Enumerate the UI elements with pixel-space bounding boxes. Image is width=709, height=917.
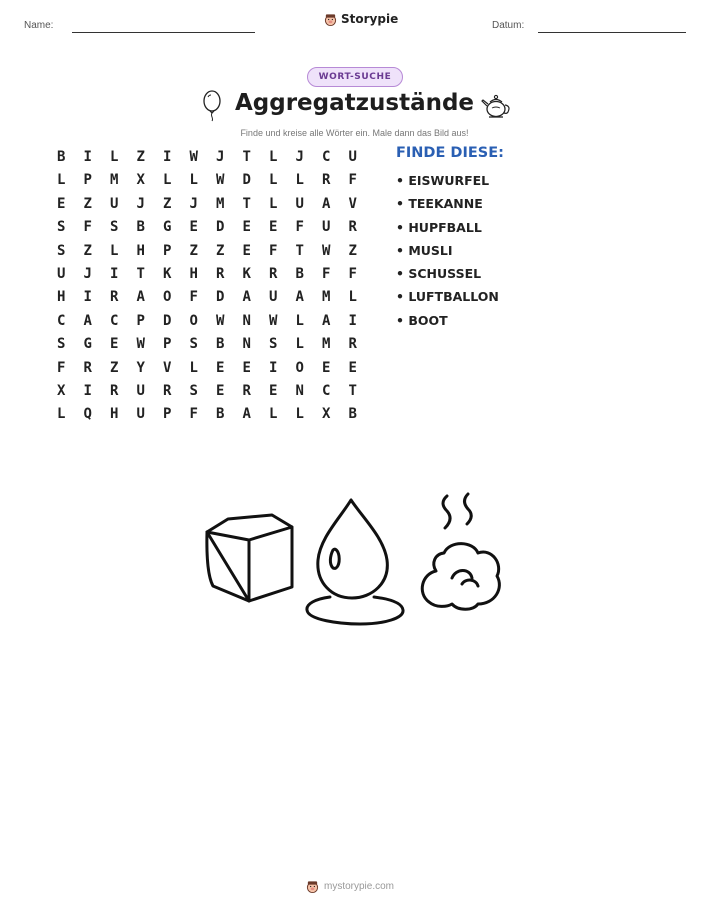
grid-letter: F — [322, 265, 331, 282]
grid-letter: M — [322, 289, 331, 306]
grid-letter: N — [295, 382, 304, 399]
grid-letter: J — [216, 149, 225, 165]
grid-letter: U — [295, 195, 304, 212]
grid-letter: Z — [189, 242, 198, 259]
grid-letter: D — [242, 172, 251, 189]
grid-letter: A — [295, 289, 304, 306]
grid-letter: F — [189, 289, 198, 306]
grid-letter: L — [269, 172, 278, 189]
grid-letter: L — [189, 359, 198, 376]
grid-letter: U — [348, 149, 357, 165]
grid-letter: T — [136, 265, 145, 282]
wort-suche-badge: WORT-SUCHE — [307, 67, 403, 87]
grid-letter: O — [295, 359, 304, 376]
grid-letter: R — [348, 336, 357, 353]
pig-icon — [324, 13, 337, 26]
grid-letter: B — [348, 406, 357, 423]
footer — [306, 880, 394, 893]
grid-letter: P — [163, 242, 172, 259]
grid-letter: O — [189, 312, 198, 329]
page-title: Aggregatzustände — [234, 90, 475, 116]
grid-letter: U — [269, 289, 278, 306]
grid-letter: P — [83, 172, 92, 189]
grid-letter: D — [163, 312, 172, 329]
brand-name: Storypie — [341, 12, 399, 26]
grid-letter: E — [269, 382, 278, 399]
grid-letter: A — [83, 312, 92, 329]
grid-letter: W — [216, 312, 225, 329]
grid-letter: W — [216, 172, 225, 189]
grid-letter: T — [295, 242, 304, 259]
grid-letter: C — [57, 312, 66, 329]
grid-letter: R — [163, 382, 172, 399]
grid-letter: B — [136, 219, 145, 236]
grid-letter: J — [189, 195, 198, 212]
grid-letter: N — [242, 312, 251, 329]
grid-letter: L — [269, 406, 278, 423]
grid-letter: J — [295, 149, 304, 165]
instructions: Finde und kreise alle Wörter ein. Male dann das Bild aus! — [240, 128, 469, 138]
grid-letter: J — [136, 195, 145, 212]
grid-letter: L — [110, 149, 119, 165]
word-list-item: • BOOT — [396, 312, 448, 328]
grid-letter: Z — [348, 242, 357, 259]
grid-letter: R — [269, 265, 278, 282]
grid-letter: P — [163, 336, 172, 353]
pig-icon — [306, 880, 319, 893]
footer-url: mystorypie.com — [324, 881, 395, 892]
word-search-grid — [48, 146, 368, 427]
grid-letter: T — [242, 149, 251, 165]
grid-letter: F — [189, 406, 198, 423]
grid-letter: D — [216, 219, 225, 236]
grid-letter: E — [216, 359, 225, 376]
grid-letter: I — [269, 359, 278, 376]
grid-letter: U — [322, 219, 331, 236]
grid-letter: U — [136, 406, 145, 423]
grid-letter: I — [83, 382, 92, 399]
grid-letter: L — [295, 312, 304, 329]
grid-letter: E — [348, 359, 357, 376]
grid-letter: D — [216, 289, 225, 306]
name-label: Name: — [24, 20, 54, 31]
grid-letter: X — [57, 382, 66, 399]
grid-letter: S — [189, 382, 198, 399]
word-list-item: • MUSLI — [396, 242, 453, 258]
grid-letter: I — [163, 149, 172, 165]
grid-letter: O — [163, 289, 172, 306]
grid-letter: A — [242, 406, 251, 423]
grid-letter: V — [348, 195, 357, 212]
word-list-item: • LUFTBALLON — [396, 289, 499, 305]
grid-letter: X — [136, 172, 145, 189]
grid-letter: A — [322, 195, 331, 212]
grid-letter: S — [110, 219, 119, 236]
grid-letter: Z — [216, 242, 225, 259]
grid-letter: Z — [163, 195, 172, 212]
grid-letter: Z — [83, 242, 92, 259]
steam-cloud-drawing — [422, 494, 499, 609]
grid-letter: W — [136, 336, 145, 353]
word-list-title: FINDE DIESE: — [396, 145, 504, 161]
grid-letter: E — [57, 195, 66, 212]
grid-letter: L — [295, 406, 304, 423]
grid-letter: H — [110, 406, 119, 423]
grid-letter: L — [110, 242, 119, 259]
grid-letter: Z — [83, 195, 92, 212]
grid-letter: L — [295, 336, 304, 353]
grid-letter: R — [110, 289, 119, 306]
grid-letter: S — [57, 219, 66, 236]
grid-letter: S — [57, 242, 66, 259]
grid-letter: T — [348, 382, 357, 399]
grid-letter: E — [242, 219, 251, 236]
grid-letter: Z — [136, 149, 145, 165]
grid-letter: I — [348, 312, 357, 329]
grid-letter: R — [242, 382, 251, 399]
grid-letter: G — [163, 219, 172, 236]
storypie-logo — [324, 12, 398, 26]
date-label: Datum: — [492, 20, 525, 31]
grid-letter: F — [295, 219, 304, 236]
grid-letter: R — [110, 382, 119, 399]
grid-letter: W — [189, 149, 198, 165]
grid-letter: U — [110, 195, 119, 212]
grid-letter: U — [136, 382, 145, 399]
grid-letter: I — [83, 289, 92, 306]
grid-letter: C — [322, 149, 331, 165]
grid-letter: A — [136, 289, 145, 306]
word-list-item: • EISWURFEL — [396, 173, 490, 188]
grid-letter: V — [163, 359, 172, 376]
grid-letter: E — [242, 242, 251, 259]
grid-letter: T — [242, 195, 251, 212]
grid-letter: L — [348, 289, 357, 306]
grid-letter: F — [348, 265, 357, 282]
ice-cube-drawing — [207, 515, 292, 601]
grid-letter: L — [189, 172, 198, 189]
grid-letter: U — [57, 265, 66, 282]
grid-letter: I — [110, 265, 119, 282]
grid-letter: J — [83, 265, 92, 282]
grid-letter: L — [269, 149, 278, 165]
grid-letter: P — [163, 406, 172, 423]
grid-letter: M — [322, 336, 331, 353]
grid-letter: M — [216, 195, 225, 212]
grid-letter: E — [322, 359, 331, 376]
grid-letter: K — [163, 265, 172, 282]
grid-letter: E — [110, 336, 119, 353]
grid-letter: X — [322, 406, 331, 423]
grid-letter: N — [242, 336, 251, 353]
grid-letter: W — [269, 312, 278, 329]
grid-letter: B — [216, 336, 225, 353]
grid-letter: E — [242, 359, 251, 376]
grid-letter: P — [136, 312, 145, 329]
water-drop-drawing — [307, 500, 403, 624]
teapot-icon — [480, 92, 514, 120]
grid-letter: L — [269, 195, 278, 212]
word-list — [396, 171, 499, 334]
grid-letter: I — [83, 149, 92, 165]
grid-letter: H — [57, 289, 66, 306]
grid-letter: G — [83, 336, 92, 353]
grid-letter: C — [110, 312, 119, 329]
grid-letter: S — [269, 336, 278, 353]
grid-letter: E — [216, 382, 225, 399]
grid-letter: R — [216, 265, 225, 282]
grid-letter: S — [189, 336, 198, 353]
grid-letter: L — [57, 172, 66, 189]
date-line — [538, 32, 686, 33]
grid-letter: S — [57, 336, 66, 353]
grid-letter: E — [269, 219, 278, 236]
grid-letter: W — [322, 242, 331, 259]
grid-letter: Y — [136, 359, 145, 376]
word-list-item: • SCHUSSEL — [396, 266, 482, 282]
grid-letter: B — [295, 265, 304, 282]
grid-letter: B — [57, 149, 66, 165]
states-of-matter-picture — [200, 488, 510, 638]
grid-letter: A — [242, 289, 251, 306]
grid-letter: R — [348, 219, 357, 236]
grid-letter: F — [269, 242, 278, 259]
grid-letter: F — [348, 172, 357, 189]
name-line — [72, 32, 255, 33]
grid-letter: B — [216, 406, 225, 423]
grid-letter: K — [242, 265, 251, 282]
grid-letter: F — [57, 359, 66, 376]
grid-letter: R — [322, 172, 331, 189]
grid-letter: Z — [110, 359, 119, 376]
grid-letter: H — [136, 242, 145, 259]
grid-letter: R — [83, 359, 92, 376]
grid-letter: C — [322, 382, 331, 399]
word-list-item: • HUPFBALL — [396, 219, 482, 235]
grid-letter: L — [295, 172, 304, 189]
grid-letter: L — [163, 172, 172, 189]
grid-letter: A — [322, 312, 331, 329]
grid-letter: F — [83, 219, 92, 236]
grid-letter: L — [57, 406, 66, 423]
grid-letter: Q — [83, 406, 92, 423]
grid-letter: M — [110, 172, 119, 189]
word-list-item: • TEEKANNE — [396, 196, 483, 212]
grid-letter: H — [189, 265, 198, 282]
grid-letter: E — [189, 219, 198, 236]
